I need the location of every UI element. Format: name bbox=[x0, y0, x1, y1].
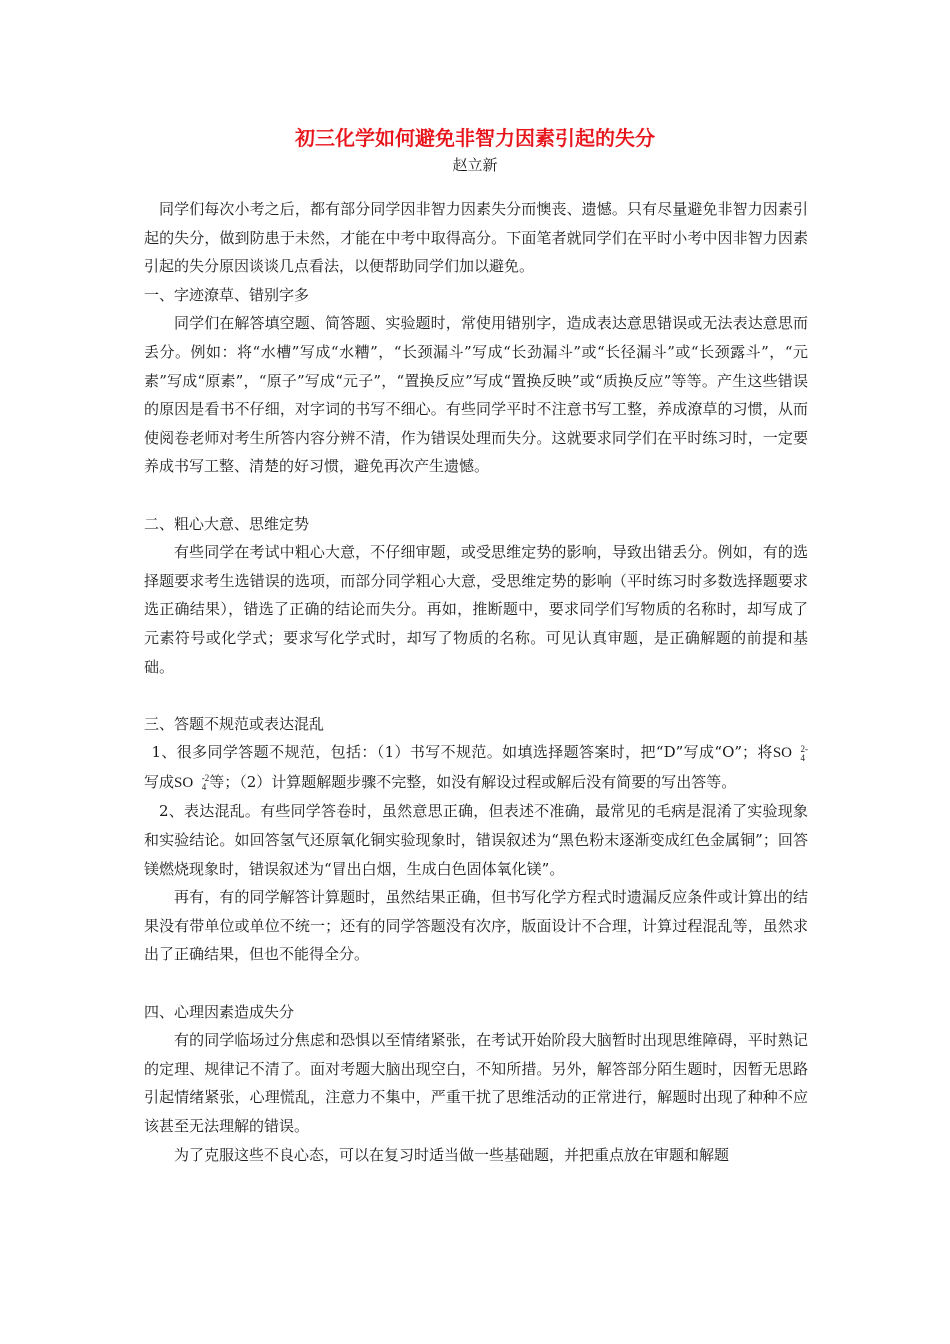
formula-superscript: -2 bbox=[201, 773, 210, 784]
formula-base: SO bbox=[772, 745, 792, 762]
document-body bbox=[144, 195, 808, 1169]
section-paragraph: 同学们在解答填空题、简答题、实验题时，常使用错别字，造成表达意思错误或无法表达意思而丢分。例如：将“水槽”写成“水糟”，“长颈漏斗”写成“长劲漏斗”或“长径漏斗”或“长颈露斗”，“元素”写成“原素”，“原子”写成“元子”，“置换反应”写成“置换反映”或“质换反应”等等。产生这些错误的原因是看书不仔细，对字词的书写不细心。有些同学平时不注意书写工整，养成潦草的习惯，从而使阅卷老师对考生所答内容分辨不清，作为错误处理而失分。这就要求同学们在平时练习时，一定要养成书写工整、清楚的好习惯，避免再次产生遗憾。 bbox=[144, 314, 808, 476]
item-text: 写成 bbox=[144, 772, 175, 791]
section-paragraph: 有些同学在考试中粗心大意，不仔细审题，或受思维定势的影响，导致出错丢分。例如，有的选择题要求考生选错误的选项，而部分同学粗心大意，受思维定势的影响（平时练习时多数选择题要求选正确结果），错选了正确的结论而失分。再如，推断题中，要求同学们写物质的名称时，却写成了元素符号或化学式；要求写化学式时，却写了物质的名称。可见认真审题，是正确解题的前提和基础。 bbox=[144, 543, 808, 676]
formula-script bbox=[793, 745, 808, 763]
formula-superscript: 2- bbox=[800, 743, 808, 754]
section-item-3: 再有，有的同学解答计算题时，虽然结果正确，但书写化学方程式时遗漏反应条件或计算出的结果没有带单位或单位不统一；还有的同学答题没有次序，版面设计不合理，计算过程混乱等，虽然求出了正确结果，但也不能得全分。 bbox=[144, 888, 808, 964]
document-author: 赵立新 bbox=[452, 156, 498, 174]
chemical-formula bbox=[174, 775, 209, 791]
section-heading: 三、答题不规范或表达混乱 bbox=[144, 714, 325, 733]
formula-subscript: 4 bbox=[800, 752, 805, 763]
paragraph-gap bbox=[144, 481, 808, 510]
item-text: 1、很多同学答题不规范，包括：（1）书写不规范。如填选择题答案时，把“D”写成“O”；将 bbox=[151, 743, 773, 762]
item-text: 等；（2）计算题解题步骤不完整，如没有解设过程或解后没有简要的写出答等。 bbox=[209, 772, 737, 791]
section-item-1 bbox=[144, 738, 808, 797]
formula-base: SO bbox=[174, 774, 194, 791]
chemical-formula bbox=[773, 745, 808, 761]
document-title: 初三化学如何避免非智力因素引起的失分 bbox=[295, 126, 655, 150]
section-heading: 一、字迹潦草、错别字多 bbox=[144, 285, 310, 304]
intro-paragraph: 同学们每次小考之后，都有部分同学因非智力因素失分而懊丧、遗憾。只有尽量避免非智力因素引起的失分，做到防患于未然，才能在中考中取得高分。下面笔者就同学们在平时小考中因非智力因素引起的失分原因谈谈几点看法，以便帮助同学们加以避免。 bbox=[144, 200, 808, 276]
paragraph-gap bbox=[144, 969, 808, 998]
formula-subscript: 4 bbox=[201, 782, 207, 793]
section-item-2: 2、表达混乱。有些同学答卷时，虽然意思正确，但表述不准确，最常见的毛病是混淆了实验现象和实验结论。如回答氢气还原氧化铜实验现象时，错误叙述为“黑色粉末逐渐变成红色金属铜”；回答镁燃烧现象时，错误叙述为“冒出白烟，生成白色固体氧化镁”。 bbox=[144, 802, 808, 878]
section-paragraph: 为了克服这些不良心态，可以在复习时适当做一些基础题，并把重点放在审题和解题 bbox=[174, 1145, 730, 1164]
section-paragraph: 有的同学临场过分焦虑和恐惧以至情绪紧张，在考试开始阶段大脑暂时出现思维障碍，平时熟记的定理、规律记不清了。面对考题大脑出现空白，不知所措。另外，解答部分陌生题时，因暂无思路引起情绪紧张，心理慌乱，注意力不集中，严重干扰了思维活动的正常进行，解题时出现了种种不应该甚至无法理解的错误。 bbox=[144, 1031, 808, 1135]
section-heading: 四、心理因素造成失分 bbox=[144, 1002, 295, 1021]
section-heading: 二、粗心大意、思维定势 bbox=[144, 514, 310, 533]
paragraph-gap bbox=[144, 681, 808, 710]
formula-script bbox=[194, 774, 209, 792]
